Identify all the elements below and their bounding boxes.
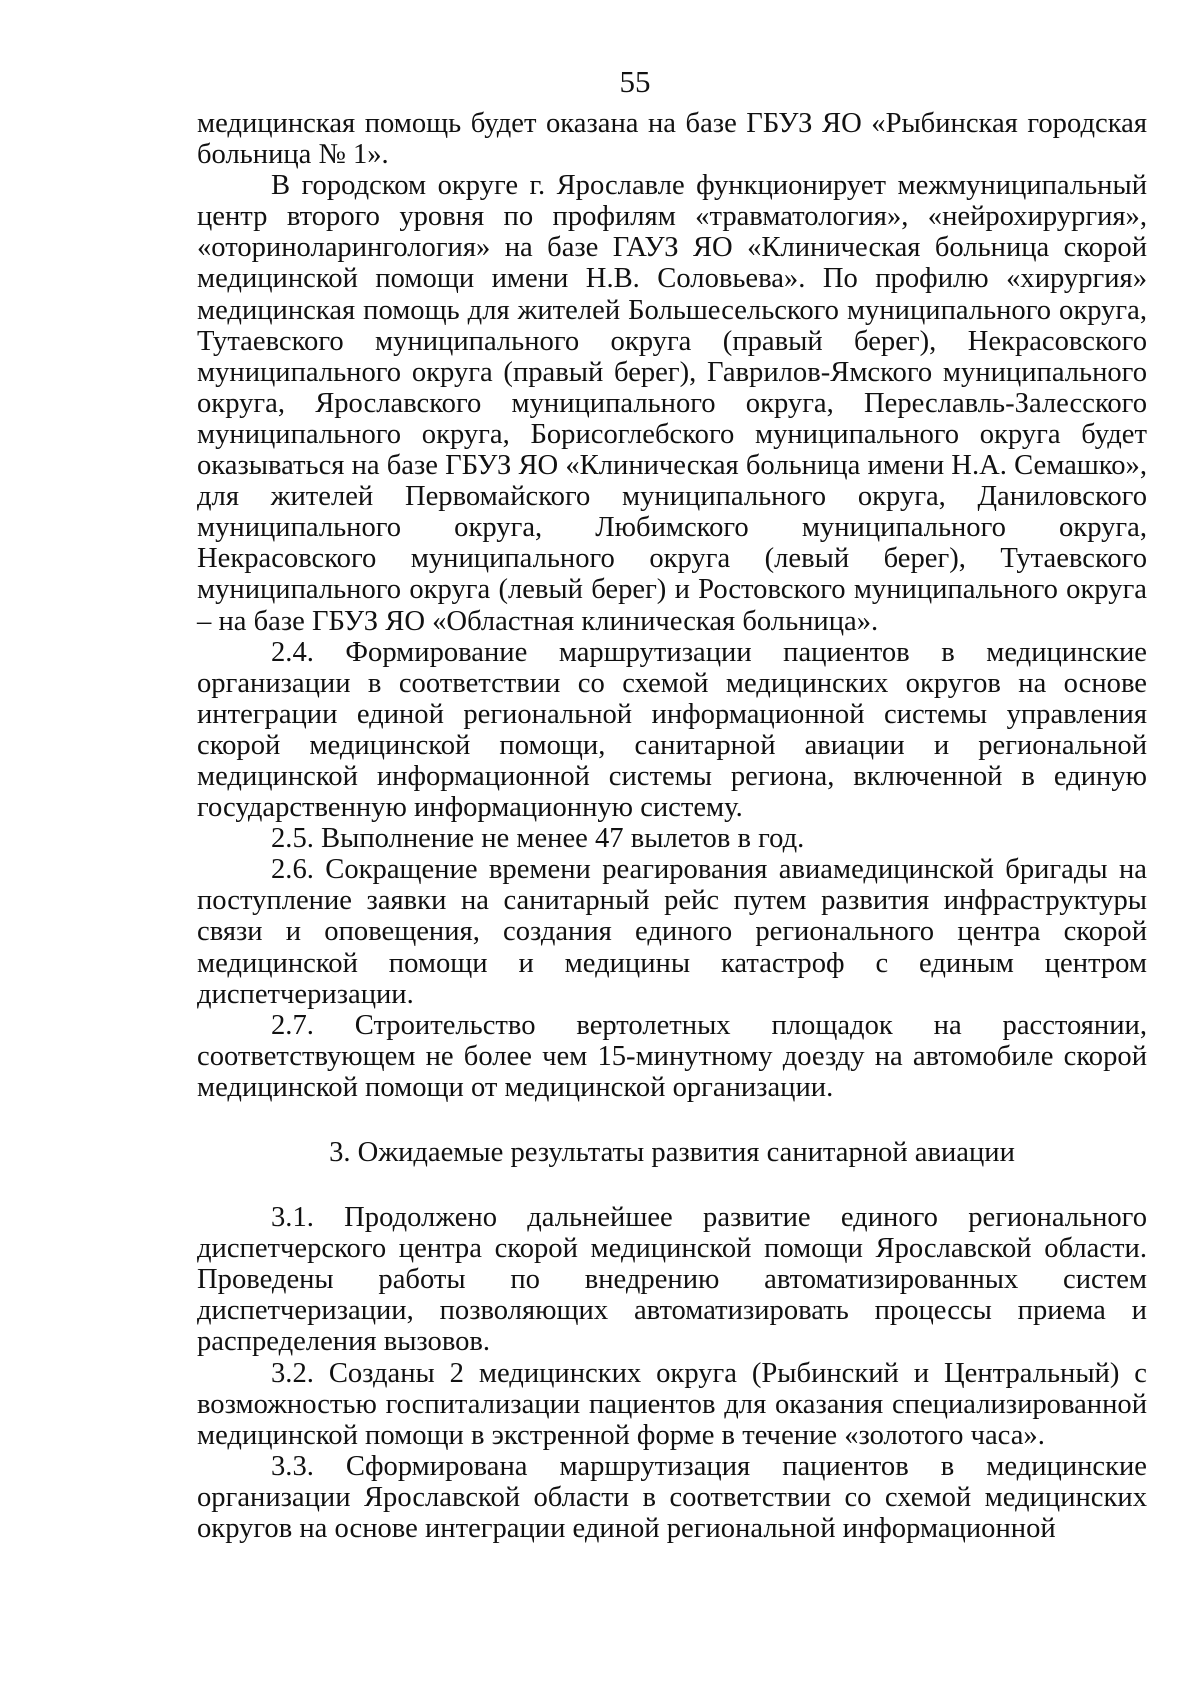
document-body bbox=[197, 108, 1147, 1544]
paragraph-continuation: медицинская помощь будет оказана на базе ГБУЗ ЯО «Рыбинская городская больница № 1». bbox=[197, 108, 1147, 171]
paragraph-2-5: 2.5. Выполнение не менее 47 вылетов в год. bbox=[271, 823, 805, 855]
paragraph-2-7: 2.7. Строительство вертолетных площадок на расстоянии, соответствующем не более чем 15-минутному доезду на автомобиле скорой медицинской помощи от медицинской организации. bbox=[197, 1009, 1147, 1103]
section-heading: 3. Ожидаемые результаты развития санитарной авиации bbox=[329, 1137, 1015, 1168]
paragraph-2-4: 2.4. Формирование маршрутизации пациентов в медицинские организации в соответствии со схемой медицинских округов на основе интеграции единой региональной информационной системы управления скорой медицинской помощи, санитарной авиации и региональной медицинской информационной системы региона, включенной в единую государственную информационную систему. bbox=[197, 636, 1147, 824]
paragraph-2-6: 2.6. Сокращение времени реагирования авиамедицинской бригады на поступление заявки на санитарный рейс путем развития инфраструктуры связи и оповещения, создания единого регионального центра скорой медицинской помощи и медицины катастроф с единым центром диспетчеризации. bbox=[197, 854, 1147, 1010]
paragraph-3-2: 3.2. Созданы 2 медицинских округа (Рыбинский и Центральный) с возможностью госпитализации пациентов для оказания специализированной медицинской помощи в экстренной форме в течение «золотого часа». bbox=[197, 1357, 1147, 1451]
paragraph-yaroslavl-center: В городском округе г. Ярославле функционирует межмуниципальный центр второго уровня по профилям «травматология», «нейрохирургия», «оториноларингология» на базе ГАУЗ ЯО «Клиническая больница скорой медицинской помощи имени Н.В. Соловьева». По профилю «хирургия» медицинская помощь для жителей Большесельского муниципального округа, Тутаевского муниципального округа (правый берег), Некрасовского муниципального округа (правый берег), Гаврилов-Ямского муниципального округа, Ярославского муниципального округа, Переславль-Залесского муниципального округа, Борисоглебского муниципального округа будет оказываться на базе ГБУЗ ЯО «Клиническая больница имени Н.А. Семашко», для жителей Первомайского муниципального округа, Даниловского муниципального округа, Любимского муниципального округа, Некрасовского муниципального округа (левый берег), Тутаевского муниципального округа (левый берег) и Ростовского муниципального округа – на базе ГБУЗ ЯО «Областная клиническая больница». bbox=[197, 170, 1147, 637]
paragraph-3-1: 3.1. Продолжено дальнейшее развитие единого регионального диспетчерского центра скорой медицинской помощи Ярославской области. Проведены работы по внедрению автоматизированных систем диспетчеризации, позволяющих автоматизировать процессы приема и распределения вызовов. bbox=[197, 1202, 1147, 1358]
paragraph-3-3: 3.3. Сформирована маршрутизация пациентов в медицинские организации Ярославской области в соответствии со схемой медицинских округов на основе интеграции единой региональной информационной bbox=[197, 1450, 1147, 1545]
page-number: 55 bbox=[619, 64, 651, 99]
